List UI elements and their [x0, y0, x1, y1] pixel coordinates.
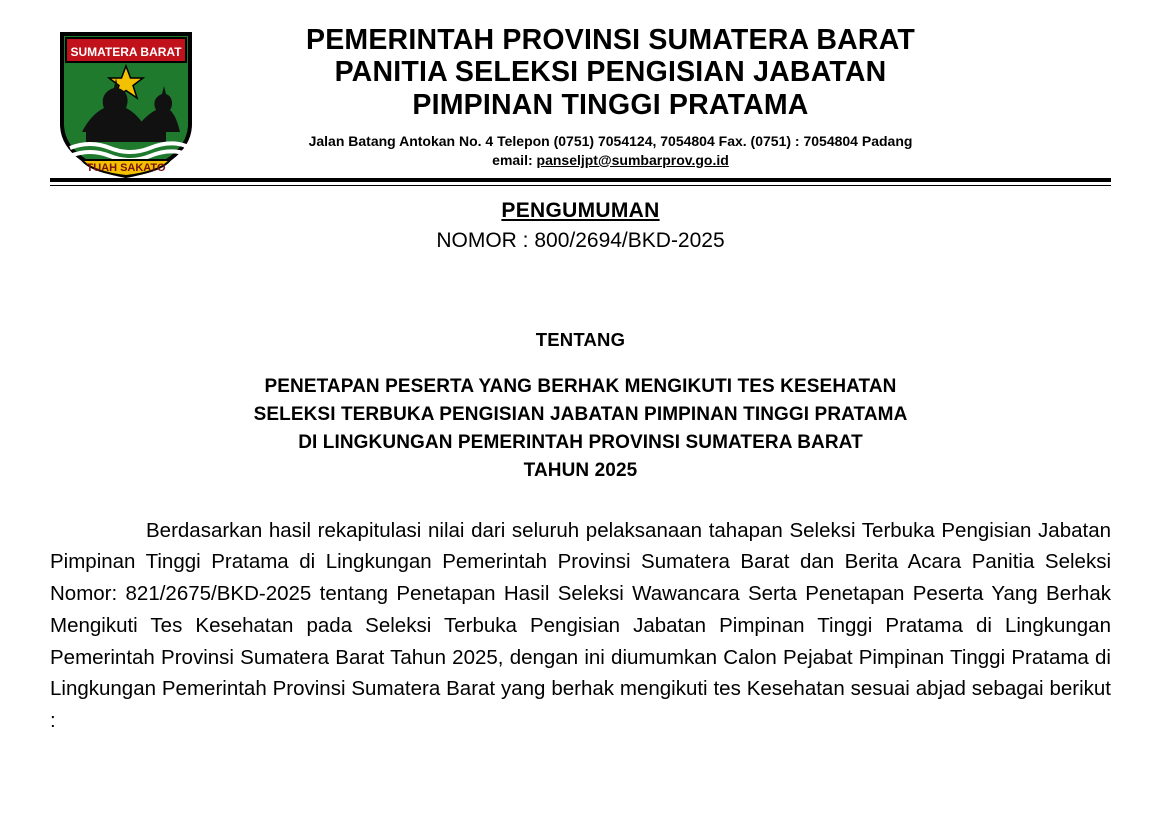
announcement-number: NOMOR : 800/2694/BKD-2025	[436, 228, 725, 252]
email-label: email:	[492, 151, 533, 168]
email-line	[110, 151, 1111, 169]
institution-line-2: PANITIA SELEKSI PENGISIAN JABATAN	[334, 56, 887, 89]
subject-line-4: TAHUN 2025	[523, 459, 638, 481]
address-line: Jalan Batang Antokan No. 4 Telepon (0751) 7054124, 7054804 Fax. (0751) : 7054804 Padang	[308, 133, 913, 150]
svg-text:TUAH SAKATO: TUAH SAKATO	[86, 162, 166, 174]
coat-of-arms-icon	[56, 28, 196, 178]
announcement-title-block	[0, 199, 1161, 253]
letterhead	[0, 0, 1161, 174]
body-paragraph-1: Berdasarkan hasil rekapitulasi nilai dari seluruh pelaksanaan tahapan Seleksi Terbuka Pengisian Jabatan Pimpinan Tinggi Pratama di Lingkungan Pemerintah Provinsi Sumatera Barat dan Berita Acara Panitia Seleksi Nomor: 821/2675/BKD-2025 tentang Penetapan Hasil Seleksi Wawancara Serta Penetapan Peserta Yang Berhak Mengikuti Tes Kesehatan pada Seleksi Terbuka Pengisian Jabatan Pimpinan Tinggi Pratama di Lingkungan Pemerintah Provinsi Sumatera Barat Tahun 2025, dengan ini diumumkan Calon Pejabat Pimpinan Tinggi Pratama di Lingkungan Pemerintah Provinsi Sumatera Barat yang berhak mengikuti tes Kesehatan sesuai abjad sebagai berikut :	[50, 518, 1111, 733]
email-address-link[interactable]: panseljpt@sumbarprov.go.id	[536, 151, 729, 168]
announcement-subject	[0, 373, 1161, 485]
divider-thick	[50, 178, 1111, 182]
subject-line-1: PENETAPAN PESERTA YANG BERHAK MENGIKUTI TES KESEHATAN	[264, 375, 897, 397]
divider-thin	[50, 185, 1111, 186]
institution-line-3: PIMPINAN TINGGI PRATAMA	[412, 88, 809, 121]
institution-line-1: PEMERINTAH PROVINSI SUMATERA BARAT	[305, 24, 915, 56]
svg-text:SUMATERA BARAT: SUMATERA BARAT	[70, 45, 182, 59]
about-label: TENTANG	[535, 328, 626, 350]
subject-line-3: DI LINGKUNGAN PEMERINTAH PROVINSI SUMATERA BARAT	[298, 431, 863, 453]
subject-line-2: SELEKSI TERBUKA PENGISIAN JABATAN PIMPINAN TINGGI PRATAMA	[253, 403, 908, 425]
announcement-heading: PENGUMUMAN	[501, 198, 660, 222]
letterhead-text	[50, 24, 1111, 169]
body-text	[50, 515, 1111, 737]
header-divider	[50, 178, 1111, 186]
